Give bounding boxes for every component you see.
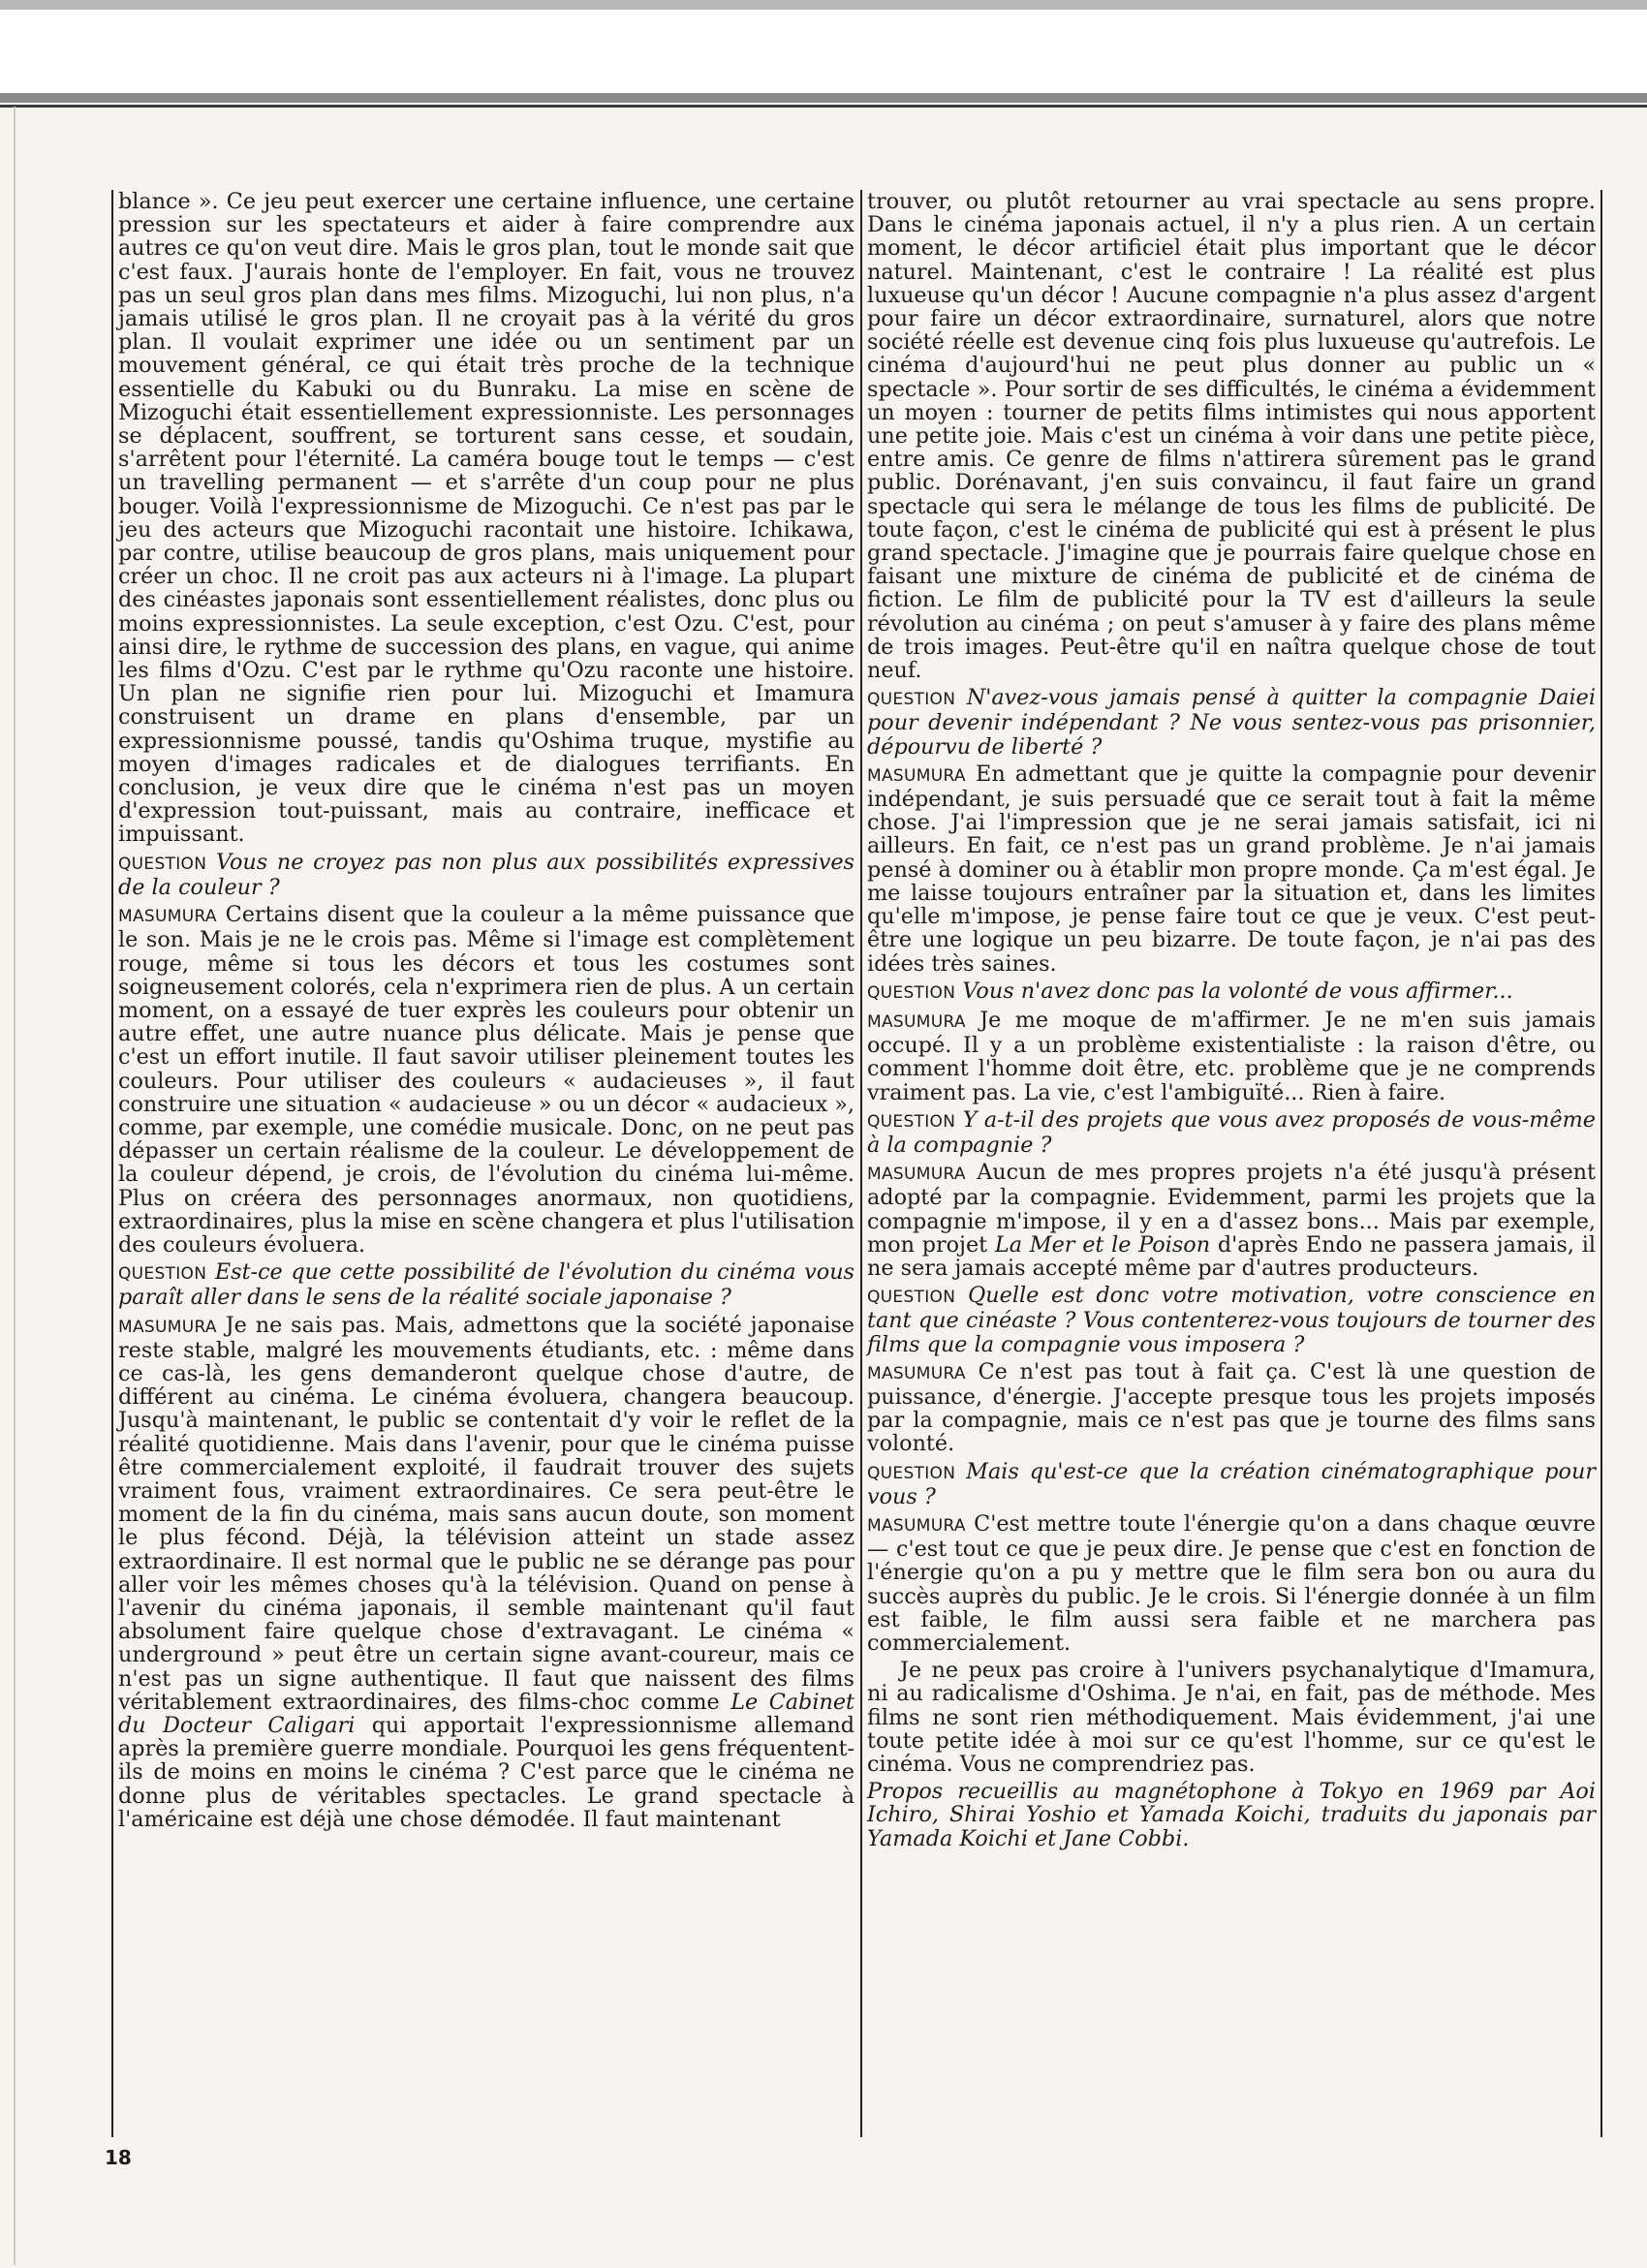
speaker-label: QUESTION xyxy=(118,854,207,874)
question-text: Vous n'avez donc pas la volonté de vous affirmer... xyxy=(962,978,1513,1004)
speaker-label: QUESTION xyxy=(867,690,956,710)
question-block xyxy=(867,1284,1596,1356)
speaker-label: MASUMURA xyxy=(867,1011,966,1032)
answer-text: C'est mettre toute l'énergie qu'on a dans chaque œuvre — c'est tout ce que je peux dire. Je pense que c'est en fonction de l'énergie qu'on a pu y mettre que le film sera bon ou aura du succès auprès du public. Je le crois. Si l'énergie donnée à un film est faible, le film aussi sera faible et ne marchera pas commercialement. xyxy=(867,1510,1596,1656)
answer-text: Ce n'est pas tout à fait ça. C'est là une question de puissance, d'énergie. J'accepte presque tous les projets imposés par la compagnie, mais ce n'est pas que je tourne des films sans volonté. xyxy=(867,1358,1597,1457)
answer-text: En admettant que je quitte la compagnie pour devenir indépendant, je suis persuadé que ce serait tout à fait la même chose. J'ai l'impression que je ne serai jamais satisfait, ici ni ailleurs. En fait, ce n'est pas un grand problème. Je n'ai jamais pensé à dominer ou à établir mon propre monde. Ça m'est égal. Je me laisse toujours entraîner par la situation et, dans les limites qu'elle m'impose, je pense faire tout ce que je veux. C'est peut-être une logique un peu bizarre. De toute façon, je n'ai pas des idées très saines. xyxy=(867,761,1596,977)
question-text: Vous ne croyez pas non plus aux possibilités expressives de la couleur ? xyxy=(118,849,855,900)
question-text: Quelle est donc votre motivation, votre conscience en tant que cinéaste ? Vous contenterez-vous toujours de tourner des films que la compagnie vous imposera ? xyxy=(867,1283,1596,1357)
speaker-label: QUESTION xyxy=(867,982,956,1003)
answer-text: qui apportait l'expressionnisme allemand après la première guerre mondiale. Pourquoi les gens fréquentent-ils de moins en moins le cinéma ? C'est parce que le cinéma ne donne plus de véritables spectacles. Le grand spectacle à l'américaine est déjà une chose démodée. Il faut maintenant xyxy=(118,1713,855,1832)
paragraph-continued: blance ». Ce jeu peut exercer une certaine influence, une certaine pression sur les spectateurs et aider à faire comprendre aux autres ce qu'on veut dire. Mais le gros plan, tout le monde sait que c'est faux. J'aurais honte de l'employer. En fait, vous ne trouvez pas un seul gros plan dans mes films. Mizoguchi, lui non plus, n'a jamais utilisé le gros plan. Il ne croyait pas à la vérité du gros plan. Il voulait exprimer une idée ou un sentiment par un mouvement général, ce qui était très proche de la technique essentielle du Kabuki ou du Bunraku. La mise en scène de Mizoguchi était essentiellement expressionniste. Les personnages se déplacent, souffrent, se torturent sans cesse, et soudain, s'arrêtent pour l'éternité. La caméra bouge tout le temps — c'est un travelling permanent — et s'arrête d'un coup pour ne plus bouger. Voilà l'expressionnisme de Mizoguchi. Ce n'est pas par le jeu des acteurs que Mizoguchi racontait une histoire. Ichikawa, par contre, utilise beaucoup de gros plans, mais uniquement pour créer un choc. Il ne croit pas aux acteurs ni à l'image. La plupart des cinéastes japonais sont essentiellement réalistes, donc plus ou moins expressionnistes. La seule exception, c'est Ozu. C'est, pour ainsi dire, le rythme de succession des plans, en vague, qui anime les films d'Ozu. C'est par le rythme qu'Ozu raconte une histoire. Un plan ne signifie rien pour lui. Mizoguchi et Imamura construisent un drame en plans d'ensemble, par un expressionnisme poussé, tandis qu'Oshima truque, mystifie au moyen d'images radicales et de dialogues terrifiants. En conclusion, je veux dire que le cinéma n'est pas un moyen d'expression tout-puissant, mais au contraire, inefficace et impuissant. xyxy=(118,190,855,848)
speaker-label: QUESTION xyxy=(867,1288,956,1308)
page-edge-shadow xyxy=(0,93,1647,103)
closing-paragraph: Je ne peux pas croire à l'univers psychanalytique d'Imamura, ni au radicalisme d'Oshima. Je n'ai, en fait, pas de méthode. Mes films ne sont rien méthodiquement. Mais évidemment, j'ai une toute petite idée à moi sur ce qu'est l'homme, sur ce qu'est le cinéma. Vous ne comprendriez pas. xyxy=(867,1658,1596,1777)
question-block xyxy=(118,1260,855,1309)
film-title: La Mer et le Poison xyxy=(994,1231,1211,1258)
answer-block xyxy=(867,1009,1596,1104)
speaker-label: MASUMURA xyxy=(867,765,966,786)
page-number: 18 xyxy=(105,2146,132,2169)
speaker-label: MASUMURA xyxy=(867,1165,966,1185)
question-block xyxy=(867,979,1596,1005)
question-block xyxy=(118,851,855,899)
question-text: Y a-t-il des projets que vous avez proposés de vous-même à la compagnie ? xyxy=(867,1106,1596,1158)
answer-block xyxy=(118,1314,855,1831)
speaker-label: MASUMURA xyxy=(867,1515,966,1536)
speaker-label: MASUMURA xyxy=(118,1317,217,1337)
speaker-label: QUESTION xyxy=(867,1463,956,1483)
question-text: Mais qu'est-ce que la création cinématographique pour vous ? xyxy=(867,1458,1596,1509)
answer-block xyxy=(867,762,1596,976)
answer-block xyxy=(867,1161,1596,1280)
answer-text: Certains disent que la couleur a la même puissance que le son. Mais je ne le crois pas. Même si l'image est complètement rouge, même si tous les décors et tous les costumes sont soigneusement colorés, cela n'exprimera rien de plus. A un certain moment, on a essayé de tuer exprès les couleurs pour obtenir un autre effet, une autre nuance plus délicate. Mais je pense que c'est un effort inutile. Il faut savoir utiliser pleinement toutes les couleurs. Pour utiliser des couleurs « audacieuses », il faut construire une situation « audacieuse » ou un décor « audacieux », comme, par exemple, une comédie musicale. Donc, on ne peut pas dépasser un certain réalisme de la couleur. Le développement de la couleur dépend, je crois, de l'évolution du cinéma lui-même. Plus on créera des personnages anormaux, non quotidiens, extraordinaires, plus la mise en scène changera et plus l'utilisation des couleurs évoluera. xyxy=(118,902,855,1258)
right-text-column xyxy=(860,190,1602,2137)
film-title: Le Cabinet du Docteur Caligari xyxy=(118,1689,855,1738)
question-text: N'avez-vous jamais pensé à quitter la compagnie Daiei pour devenir indépendant ? Ne vous sentez-vous pas prisonnier, dépourvu de liberté ? xyxy=(867,685,1596,760)
answer-text: Aucun de mes propres projets n'a été jusqu'à présent adopté par la compagnie. Evidemment, parmi les projets que la compagnie m'impose, il y en a d'assez bons... Mais par exemple, mon projet xyxy=(867,1160,1596,1258)
question-block xyxy=(867,686,1596,759)
speaker-label: MASUMURA xyxy=(118,907,217,927)
scan-top-edge xyxy=(0,0,1647,10)
answer-block xyxy=(118,903,855,1257)
answer-text: Je ne sais pas. Mais, admettons que la société japonaise reste stable, malgré les mouvements étudiants, etc. : même dans ce cas-là, les gens demanderont quelque chose d'autre, de différent au cinéma. Le cinéma évoluera, changera beaucoup. Jusqu'à maintenant, le public se contentait d'y voir le reflet de la réalité quotidienne. Mais dans l'avenir, pour que le cinéma puisse être commercialement exploité, il faudrait trouver des sujets vraiment fous, vraiment extraordinaires. Ce sera peut-être le moment de la fin du cinéma, mais sans aucun doute, son moment le plus fécond. Déjà, la télévision atteint un stade assez extraordinaire. Il est normal que le public ne se dérange pas pour aller voir les mêmes choses qu'à la télévision. Quand on pense à l'avenir du cinéma japonais, il semble maintenant qu'il faut absolument faire quelque chose d'extravagant. Le cinéma « underground » peut être un certain signe avant-coureur, mais ce n'est pas un signe authentique. Il faut que naissent des films véritablement extraordinaires, des films-choc comme xyxy=(118,1312,855,1715)
speaker-label: QUESTION xyxy=(867,1111,956,1132)
paragraph-continued: trouver, ou plutôt retourner au vrai spectacle au sens propre. Dans le cinéma japonais actuel, il n'y a plus rien. A un certain moment, le décor artificiel était plus important que le décor naturel. Maintenant, c'est le contraire ! La réalité est plus luxueuse qu'un décor ! Aucune compagnie n'a plus assez d'argent pour faire un décor extraordinaire, surnaturel, alors que notre société réelle est devenue cinq fois plus luxueuse qu'autrefois. Le cinéma d'aujourd'hui ne peut plus donner au public un « spectacle ». Pour sortir de ses difficultés, le cinéma a évidemment un moyen : tourner de petits films intimistes qui nous apportent une petite joie. Mais c'est un cinéma à voir dans une petite pièce, entre amis. Ce genre de films n'attirera sûrement pas le grand public. Dorénavant, j'en suis convaincu, il faut faire un grand spectacle qui sera le mélange de tous les films de publicité. De toute façon, c'est le cinéma de publicité qui est à présent le plus grand spectacle. J'imagine que je pourrais faire quelque chose en faisant une mixture de cinéma de publicité et de cinéma de fiction. Le film de publicité pour la TV est d'ailleurs la seule révolution au cinéma ; on peut s'amuser à y faire des plans même de trois images. Peut-être qu'il en naîtra quelque chose de tout neuf. xyxy=(867,190,1596,684)
speaker-label: QUESTION xyxy=(118,1264,207,1285)
answer-text: Je me moque de m'affirmer. Je ne m'en suis jamais occupé. Il y a un problème existentialiste : la raison d'être, ou comment l'homme doit être, etc. problème que je ne comprends vraiment pas. La vie, c'est l'ambiguïté... Rien à faire. xyxy=(867,1007,1597,1105)
question-block xyxy=(867,1108,1596,1157)
answer-text: d'après Endo ne passera jamais, il ne sera jamais accepté même par d'autres producteurs. xyxy=(867,1231,1596,1281)
question-block xyxy=(867,1460,1596,1508)
question-text: Est-ce que cette possibilité de l'évolution du cinéma vous paraît aller dans le sens de la réalité sociale japonaise ? xyxy=(118,1259,855,1311)
answer-block xyxy=(867,1512,1596,1655)
speaker-label: MASUMURA xyxy=(867,1363,966,1383)
answer-block xyxy=(867,1360,1596,1456)
left-text-column xyxy=(111,190,855,2137)
interview-credits: Propos recueillis au magnétophone à Tokyo en 1969 par Aoi Ichiro, Shirai Yoshio et Yamada Koichi, traduits du japonais par Yamada Koichi et Jane Cobbi. xyxy=(867,1779,1596,1851)
page-left-edge xyxy=(14,107,16,2265)
